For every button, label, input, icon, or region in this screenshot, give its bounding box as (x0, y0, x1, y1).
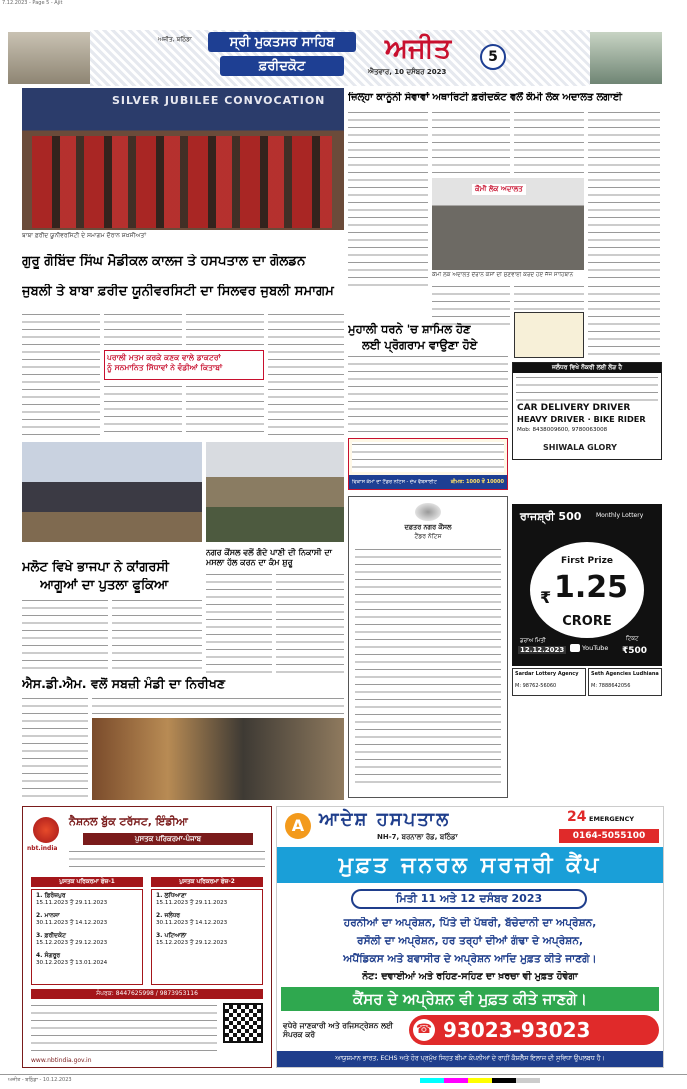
court-banner: ਕੌਮੀ ਲੋਕ ਅਦਾਲਤ (472, 184, 526, 195)
jobs-line-2: HEAVY DRIVER · BIKE RIDER (517, 414, 646, 424)
red-headline-1: ਪਰਾਲੀ ਮਤਮ ਕਰਕੇ ਕਣਕ ਵਾਲੇ ਡਾਕਟਰਾਂ (107, 353, 221, 362)
tender-title: ਦਫ਼ਤਰ ਨਗਰ ਕੌਂਸਲ (404, 523, 452, 531)
color-registration-marks (420, 1078, 540, 1083)
right-story-col-6 (514, 284, 584, 310)
nbt-phase-1-header: ਪੁਸਤਕ ਪਰਿਕਰਮਾ ਫੇਜ਼-1 (31, 877, 143, 887)
phase-2-place: 2. ਜਲੰਧਰ (156, 912, 181, 919)
phone-pill (409, 1015, 659, 1045)
sewer-photo (206, 442, 344, 542)
page-number: 5 (488, 49, 498, 65)
lead-story-col-3 (186, 312, 264, 350)
lottery-subtitle: Monthly Lottery (596, 512, 644, 519)
masthead-right-building (590, 32, 662, 84)
jobs-contact: Mob: 8438009600, 9780063008 (517, 427, 608, 433)
tender-ad (348, 496, 508, 798)
right-story-col-7 (588, 284, 660, 358)
notice-text-lines (352, 442, 504, 472)
cancer-bar (281, 987, 659, 1011)
sdm-photo (92, 718, 344, 800)
sewer-story-col-2 (276, 572, 344, 674)
jobs-ad-header: ਜਲੰਧਰ ਵਿਖੇ ਨੌਕਰੀ ਲਈ ਲੋੜ ਹੈ (513, 363, 661, 373)
nbt-phase-2-header: ਪੁਸਤਕ ਪਰਿਕਰਮਾ ਫੇਜ਼-2 (151, 877, 263, 887)
lottery-seller-1 (512, 668, 586, 696)
tender-body (355, 547, 501, 787)
red-story-col-2 (186, 384, 264, 438)
jobs-line-1: CAR DELIVERY DRIVER (517, 403, 631, 413)
tender-emblem (415, 503, 441, 521)
phone-icon: ☎ (413, 1019, 435, 1041)
sewer-headline-2: ਮਸਲਾ ਹੱਲ ਕਰਨ ਦਾ ਕੰਮ ਸ਼ੁਰੂ (206, 558, 293, 567)
lead-headline-2: ਜੁਬਲੀ ਤੇ ਬਾਬਾ ਫ਼ਰੀਦ ਯੂਨੀਵਰਸਿਟੀ ਦਾ ਸਿਲਵਰ ਜੁਬਲੀ ਸਮਾਗਮ (22, 284, 334, 299)
nbt-logo-icon (33, 817, 59, 843)
phase-2-place: 1. ਲੁਧਿਆਣਾ (156, 892, 187, 899)
city-banner-1 (208, 32, 356, 52)
lead-story-col-1 (22, 312, 100, 438)
nbt-website: www.nbtindia.gov.in (31, 1057, 92, 1064)
red-boxed-headline (104, 350, 264, 380)
jobs-company: SHIWALA GLORY (543, 443, 617, 452)
hospital-ad (276, 806, 664, 1068)
print-info: 7.12.2023 - Page 5 - Ajit (2, 0, 63, 6)
lottery-brand: ਰਾਜਸ਼੍ਰੀ 500 (520, 510, 582, 523)
list-item (36, 892, 138, 907)
sdm-story-col-1 (22, 696, 88, 800)
city-banner-2 (220, 56, 344, 76)
camp-dates-pill (351, 889, 587, 909)
lead-story-col-2 (104, 312, 182, 350)
notice-blue-bar (349, 475, 507, 489)
lottery-unit: CRORE (562, 614, 612, 629)
jobs-ad-text (516, 375, 658, 401)
page-number-badge (480, 44, 506, 70)
hospital-name: ਆਦੇਸ਼ ਹਸਪਤਾਲ (319, 809, 451, 830)
right-headline: ਜ਼ਿਲ੍ਹਾ ਕਾਨੂੰਨੀ ਸੇਵਾਵਾਂ ਅਥਾਰਿਟੀ ਫ਼ਰੀਦਕੋਟ ਵਲੋਂ ਕੌਮੀ ਲੋਕ ਅਦਾਲਤ ਲਗਾਈ (348, 92, 622, 103)
paper-logo (360, 34, 476, 64)
list-item (36, 952, 138, 967)
lottery-prize-label: First Prize (561, 556, 613, 566)
right-story-col-3 (514, 110, 584, 176)
seller-2-phone: M: 7888642056 (591, 683, 631, 689)
phase-2-place: 3. ਪਟਿਆਲਾ (156, 932, 187, 939)
list-item (156, 892, 258, 907)
services-line-2: ਰਸੌਲੀ ਦਾ ਅਪ੍ਰੇਸ਼ਨ, ਹਰ ਤਰ੍ਹਾਂ ਦੀਆਂ ਗੰਢਾ ਦੇ ਅਪ੍ਰੇਸ਼ਨ, (357, 935, 583, 947)
lead-photo-caption: ਬਾਬਾ ਫ਼ਰੀਦ ਯੂਨੀਵਰਸਿਟੀ ਦੇ ਸਮਾਗਮ ਦੌਰਾਨ ਸ਼ਖ਼ਸੀਅਤਾਂ (22, 232, 147, 239)
lottery-draw-label: ਡਰਾਅ ਮਿਤੀ (520, 638, 546, 644)
footer-text: ਅਜੀਤ - ਬਠਿੰਡਾ - 10.12.2023 (8, 1077, 72, 1083)
sdm-headline: ਐਸ.ਡੀ.ਐਮ. ਵਲੋਂ ਸਬਜ਼ੀ ਮੰਡੀ ਦਾ ਨਿਰੀਖਣ (22, 676, 226, 691)
court-photo (432, 178, 584, 270)
list-item (156, 932, 258, 947)
malout-photo (22, 442, 202, 542)
lottery-amount: 1.25 (554, 570, 629, 605)
lottery-ticket-price: ₹500 (622, 646, 648, 656)
sewer-headline-1: ਨਗਰ ਕੌਂਸਲ ਵਲੋਂ ਗੰਦੇ ਪਾਣੀ ਦੀ ਨਿਕਾਸੀ ਦਾ (206, 548, 332, 557)
seller-2-name: Seth Agencies Ludhiana (591, 671, 659, 677)
right-story-col-2 (432, 110, 510, 176)
emergency-hours: 24 (567, 809, 587, 825)
seller-1-phone: M: 98762-56060 (515, 683, 557, 689)
mohali-headline-1: ਮੁਹਾਲੀ ਧਰਨੇ 'ਚ ਸ਼ਾਮਿਲ ਹੋਣ (348, 322, 471, 336)
convocation-banner: SILVER JUBILEE CONVOCATION (112, 94, 326, 107)
hospital-phone: 93023-93023 (443, 1018, 591, 1042)
emergency-phone: 0164-5055100 (559, 829, 659, 843)
hospital-logo-icon: A (285, 813, 311, 839)
list-item (36, 932, 138, 947)
camp-title-bar (277, 847, 663, 883)
court-photo-caption: ਕੌਮੀ ਲੋਕ ਅਦਾਲਤ ਦੌਰਾਨ ਕੇਸਾਂ ਦੀ ਸੁਣਵਾਈ ਕਰਦੇ ਹੋਏ ਜੱਜ ਸਾਹਿਬਾਨ (432, 272, 574, 278)
malout-story-col-2 (112, 598, 202, 674)
phase-1-dates: 30.12.2023 ਤੋਂ 13.01.2024 (36, 960, 108, 966)
contact-label: ਵਧੇਰੇ ਜਾਣਕਾਰੀ ਅਤੇ ਰਜਿਸਟ੍ਰੇਸ਼ਨ ਲਈ ਸੰਪਰਕ ਕਰੋ (283, 1021, 393, 1039)
phase-1-place: 1. ਫ਼ਿਰੋਜ਼ਪੁਰ (36, 892, 66, 899)
small-box-ad (514, 312, 584, 358)
emergency-label: EMERGENCY (589, 815, 635, 823)
notice-text: ਵਿਕਾਸ ਕੰਮਾਂ ਦਾ ਟੈਂਡਰ ਨੋਟਿਸ - ਦੇਖੋ ਵੈਬਸਾਈਟ (352, 479, 437, 485)
nbt-title: ਨੈਸ਼ਨਲ ਬੁੱਕ ਟਰੱਸਟ, ਇੰਡੀਆ (69, 815, 188, 828)
services-line-3: ਅਪੈਂਡਿਕਸ ਅਤੇ ਬਵਾਸੀਰ ਦੇ ਅਪ੍ਰੇਸ਼ਨ ਆਦਿ ਮੁਫ਼ਤ ਕੀਤੇ ਜਾਣਗੇ। (343, 953, 597, 965)
phase-1-dates: 15.11.2023 ਤੋਂ 29.11.2023 (36, 900, 108, 906)
lottery-ad (512, 504, 662, 666)
masthead-date: ਐਤਵਾਰ, 10 ਦਸੰਬਰ 2023 (368, 68, 447, 76)
phase-1-place: 3. ਫ਼ਰੀਦਕੋਟ (36, 932, 66, 939)
people-row (32, 136, 332, 228)
list-item (156, 912, 258, 927)
notice-amount: ਕੀਮਤ: 1000 ਤੋਂ 10000 (450, 479, 504, 485)
right-story-col-4 (588, 110, 660, 282)
edition-label: ਅਜੀਤ, ਬਠਿੰਡਾ (158, 36, 192, 43)
hospital-address: NH-7, ਬਰਨਾਲਾ ਰੋਡ, ਬਠਿੰਡਾ (377, 833, 458, 841)
phase-2-dates: 15.11.2023 ਤੋਂ 29.11.2023 (156, 900, 228, 906)
lead-story-col-4 (268, 312, 344, 438)
phase-2-dates: 15.12.2023 ਤੋਂ 29.12.2023 (156, 940, 228, 946)
sdm-story-col-2 (92, 696, 344, 716)
jobs-ad (512, 362, 662, 460)
phase-1-dates: 15.12.2023 ਤੋਂ 29.12.2023 (36, 940, 108, 946)
nbt-contact: ਸੰਪਰਕ: 8447625998 / 9873953116 (31, 989, 263, 999)
city-name-2: ਫ਼ਰੀਦਕੋਟ (258, 58, 306, 74)
nbt-phase-1-list (31, 889, 143, 985)
cancer-line: ਕੈਂਸਰ ਦੇ ਅਪ੍ਰੇਸ਼ਨ ਵੀ ਮੁਫ਼ਤ ਕੀਤੇ ਜਾਣਗੇ। (353, 990, 587, 1008)
qr-code-icon (223, 1003, 263, 1043)
phase-1-place: 4. ਸੰਗਰੂਰ (36, 952, 61, 959)
lottery-seller-2 (588, 668, 662, 696)
lead-photo (22, 88, 344, 230)
phase-1-dates: 30.11.2023 ਤੋਂ 14.12.2023 (36, 920, 108, 926)
red-headline-2: ਨੂੰ ਸਨਮਾਨਿਤ ਸਿੱਧਾਵਾਂ ਨੇ ਵੰਡੀਆਂ ਕਿਤਾਬਾਂ (107, 363, 223, 372)
masthead-left-building (8, 32, 90, 84)
lottery-rupee: ₹ (540, 588, 552, 607)
malout-headline-2: ਆਗੂਆਂ ਦਾ ਪੁਤਲਾ ਫੂਕਿਆ (40, 578, 169, 593)
notice-strip (348, 438, 508, 490)
right-story-col-5 (432, 284, 510, 326)
tender-subtitle: ਟੈਂਡਰ ਨੋਟਿਸ (414, 533, 442, 540)
malout-headline-1: ਮਲੋਟ ਵਿਖੇ ਭਾਜਪਾ ਨੇ ਕਾਂਗਰਸੀ (22, 560, 169, 575)
nbt-logo-text: nbt.india (27, 845, 58, 852)
lottery-ticket-label: ਟਿਕਟ (626, 636, 639, 642)
masthead (8, 30, 662, 86)
hospital-note: ਨੋਟ: ਦਵਾਈਆਂ ਅਤੇ ਰਹਿਣ-ਸਹਿਣ ਦਾ ਖ਼ਰਚਾ ਵੀ ਮੁਫ਼ਤ ਹੋਵੇਗਾ (362, 971, 578, 982)
youtube-icon (570, 644, 580, 652)
nbt-details (31, 1003, 217, 1055)
mohali-story-text (348, 354, 508, 434)
sewer-story-col-1 (206, 572, 272, 674)
nbt-ad (22, 806, 272, 1068)
camp-dates: ਮਿਤੀ 11 ਅਤੇ 12 ਦਸੰਬਰ 2023 (395, 892, 543, 905)
lottery-draw-date: 12.12.2023 (520, 646, 565, 654)
phase-1-place: 2. ਮਾਨਸਾ (36, 912, 60, 919)
lottery-youtube: YouTube (582, 644, 609, 652)
nbt-subtitle: ਪੁਸਤਕ ਪਰਿਕਰਮਾ-ਪੰਜਾਬ (83, 833, 253, 845)
footer-strip (0, 1074, 687, 1086)
nbt-phase-2-list (151, 889, 263, 985)
camp-title: ਮੁਫ਼ਤ ਜਨਰਲ ਸਰਜਰੀ ਕੈਂਪ (338, 852, 602, 878)
lead-headline-1: ਗੁਰੂ ਗੋਬਿੰਦ ਸਿੰਘ ਮੈਡੀਕਲ ਕਾਲਜ ਤੇ ਹਸਪਤਾਲ ਦਾ ਗੋਲਡਨ (22, 254, 306, 269)
malout-photo-caption (22, 544, 202, 558)
mohali-headline-2: ਲਈ ਪ੍ਰੋਗਰਾਮ ਵਾਉਣਾ ਹੋਏ (362, 338, 478, 352)
red-story-col-1 (104, 384, 182, 438)
hospital-footer: ਆਯੁਸ਼ਮਾਨ ਭਾਰਤ, ECHS ਅਤੇ ਹੋਰ ਪ੍ਰਮੁੱਖ ਸਿਹਤ ਬੀਮਾ ਕੰਪਨੀਆਂ ਦੇ ਰਾਹੀਂ ਕੈਸ਼ਲੈੱਸ ਇਲਾਜ ਦੀ ਸੁਵਿਧਾ ਉਪਲਬਧ ਹੈ। (277, 1051, 663, 1067)
paper-name: ਅਜੀਤ (384, 33, 452, 64)
nbt-intro (69, 849, 265, 871)
phase-2-dates: 30.11.2023 ਤੋਂ 14.12.2023 (156, 920, 228, 926)
right-story-col-1 (348, 110, 428, 290)
list-item (36, 912, 138, 927)
malout-story-col-1 (22, 598, 108, 674)
seller-1-name: Sardar Lottery Agency (515, 671, 579, 677)
city-name-1: ਸ੍ਰੀ ਮੁਕਤਸਰ ਸਾਹਿਬ (229, 34, 335, 50)
services-line-1: ਹਰਨੀਆਂ ਦਾ ਅਪ੍ਰੇਸ਼ਨ, ਪਿੱਤੇ ਦੀ ਪੱਥਰੀ, ਬੱਚੇਦਾਨੀ ਦਾ ਅਪ੍ਰੇਸ਼ਨ, (343, 917, 597, 929)
